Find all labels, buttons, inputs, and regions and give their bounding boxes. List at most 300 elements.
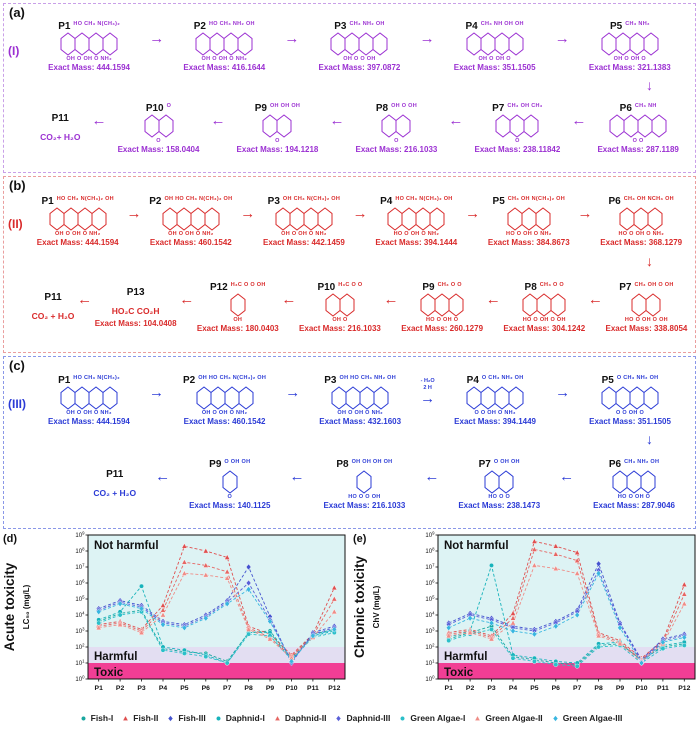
svg-text:104: $10^4$	[425, 610, 435, 619]
svg-text:102: $10^2$	[425, 642, 435, 651]
svg-text:Toxic: Toxic	[94, 667, 124, 679]
compound-id: P6	[608, 195, 621, 207]
ring-skeleton	[330, 32, 388, 56]
compound-id: P7	[478, 458, 491, 470]
svg-text:P6: P6	[201, 685, 210, 692]
substituents-bottom: O O OH O NH₂	[474, 409, 516, 416]
svg-text:108: $10^8$	[75, 546, 85, 555]
svg-text:102: $10^2$	[75, 642, 85, 651]
compound-id: P6	[619, 103, 632, 115]
exact-mass: Exact Mass: 216.1033	[323, 500, 406, 510]
legend-label: Green Algae-III	[562, 713, 623, 723]
compound-b-p6	[600, 196, 682, 247]
ring-skeleton	[601, 32, 659, 56]
legend-item-green-algae-ii	[472, 713, 542, 723]
substituents-top: OH HO CH₃ N(CH₃)₂ OH	[164, 195, 233, 202]
substituents-bottom: HO O OH O NH₂	[506, 230, 552, 237]
compound-id: P11	[51, 113, 69, 125]
substituents-bottom: O	[394, 138, 399, 145]
arrow-right-icon: →	[465, 204, 481, 222]
legend-label: Green Algae-I	[410, 713, 466, 723]
legend-marker-icon	[550, 714, 561, 723]
arrow-left-icon: ←	[448, 112, 464, 130]
substituents-top: O	[166, 103, 172, 110]
legend-item-green-algae-i	[397, 713, 465, 723]
compound-id: P2	[193, 20, 206, 32]
svg-text:P9: P9	[615, 685, 625, 692]
substituents-bottom: OH O	[332, 316, 348, 323]
substituents-top: OH HO CH₃ N(CH₃)₂ OH	[198, 374, 267, 381]
svg-text:100: $10^0$	[425, 674, 435, 683]
svg-text:104: $10^4$	[75, 610, 85, 619]
svg-text:P12: P12	[328, 685, 341, 692]
compound-c-p6	[593, 459, 675, 510]
legend-label: Daphnid-I	[225, 713, 265, 723]
exact-mass: Exact Mass: 368.1279	[600, 237, 683, 247]
substituents-top: CH₃ OH N(CH₃)₂ OH	[507, 195, 566, 202]
compound-id: P12	[209, 281, 228, 293]
svg-text:(d): (d)	[3, 533, 18, 545]
exact-mass: Exact Mass: 338.8054	[605, 323, 688, 333]
svg-text:P11: P11	[307, 685, 319, 692]
compound-id: P4	[466, 374, 479, 386]
arrow-right-icon: →	[149, 29, 165, 47]
arrow-right-icon: - H₂O 2 H →	[420, 377, 436, 408]
svg-text:Harmful: Harmful	[94, 651, 138, 663]
svg-text:106: $10^6$	[75, 578, 85, 587]
compound-a-p11	[40, 113, 80, 144]
substituents-bottom: OH O OH O NH₂	[54, 230, 101, 237]
ring-skeleton	[325, 293, 355, 317]
compound-b-p1	[37, 196, 119, 247]
ring-skeleton	[507, 207, 551, 231]
arrow-left-icon: ←	[587, 290, 603, 308]
compound-id: P2	[149, 195, 162, 207]
legend-marker-icon	[272, 714, 283, 723]
panel-letter-a: (a)	[9, 5, 25, 20]
ring-skeleton	[619, 207, 663, 231]
compound-id: P4	[380, 195, 393, 207]
substituents-top: H₃C O O OH	[230, 281, 266, 288]
arrow-down-icon: ↓	[646, 253, 653, 269]
arrow-left-icon: ←	[424, 467, 440, 485]
ring-skeleton	[420, 293, 464, 317]
substituents-top: CH₃ OH NCH₃ OH	[623, 195, 674, 202]
compound-b-p12	[197, 282, 279, 333]
svg-text:P10: P10	[285, 685, 298, 692]
arrow-right-icon: →	[554, 29, 570, 47]
compound-id: P8	[524, 281, 537, 293]
svg-text:103: $10^3$	[425, 626, 435, 635]
arrow-left-icon: ←	[179, 290, 195, 308]
arrow-right-icon: →	[126, 204, 142, 222]
pathway-panel-II	[3, 176, 696, 353]
compound-c-p8	[323, 459, 405, 510]
svg-text:P5: P5	[530, 685, 539, 692]
exact-mass: Exact Mass: 394.1444	[375, 237, 458, 247]
substituents-top: O OH OH	[493, 458, 520, 465]
substituents-top: CH₃ NH₂ OH	[624, 458, 660, 465]
pathway-b-row-2	[30, 264, 689, 350]
svg-text:P11: P11	[657, 685, 669, 692]
compound-b-p7	[606, 282, 688, 333]
ring-skeleton	[381, 114, 411, 138]
legend-label: Fish-III	[178, 713, 206, 723]
arrow-left-icon: ←	[281, 290, 297, 308]
exact-mass: Exact Mass: 416.1644	[183, 62, 266, 72]
arrow-down-icon: ↓	[646, 431, 653, 448]
compound-c-p3	[319, 375, 401, 426]
ring-skeleton	[631, 293, 661, 317]
substituents-top: CH₃ NH₂	[625, 20, 650, 27]
compound-id: P3	[334, 20, 347, 32]
substituents-top: CH₃ O O	[539, 281, 564, 288]
ring-skeleton	[162, 207, 220, 231]
exact-mass: Exact Mass: 158.0404	[117, 145, 200, 155]
compound-id: P1	[41, 195, 54, 207]
legend-label: Daphnid-III	[346, 713, 391, 723]
chart-chronic-toxicity	[350, 530, 700, 708]
substituents-top: O CH₃ NH₂ OH	[616, 374, 659, 381]
compound-a-p7	[474, 103, 560, 154]
exact-mass: Exact Mass: 432.1603	[319, 416, 402, 426]
substituents-top: HO CH₃ NH₂ OH	[208, 20, 255, 27]
exact-mass: Exact Mass: 444.1594	[36, 237, 119, 247]
compound-id: P10	[145, 103, 164, 115]
legend-label: Green Algae-II	[485, 713, 543, 723]
legend-marker-icon	[120, 714, 131, 723]
ring-skeleton	[60, 386, 118, 410]
exact-mass: Exact Mass: 140.1125	[189, 500, 271, 510]
compound-id: P7	[492, 103, 505, 115]
ring-skeleton	[275, 207, 333, 231]
svg-text:105: $10^5$	[425, 594, 435, 603]
substituents-bottom: O	[227, 493, 233, 500]
svg-text:LC₅₀ (mg/L): LC₅₀ (mg/L)	[22, 584, 31, 630]
substituents-top: OH OH OH	[269, 103, 301, 110]
svg-text:P3: P3	[487, 685, 496, 692]
legend-item-fish-iii	[165, 713, 205, 723]
compound-a-p5	[589, 21, 671, 72]
substituents-top: HO CH₃ N(CH₃)₂	[73, 374, 120, 381]
svg-text:100: $10^0$	[75, 674, 85, 683]
substituents-top: OH O OH	[391, 103, 418, 110]
compound-b-p2	[149, 196, 232, 247]
exact-mass: Exact Mass: 321.1383	[588, 62, 671, 72]
substituents-top: HO CH₃ N(CH₃)₂ OH	[395, 195, 453, 202]
ring-skeleton	[196, 386, 254, 410]
pathway-body-III	[30, 358, 689, 526]
exact-mass: Exact Mass: 180.0403	[196, 323, 279, 333]
pathway-c-row-1	[30, 358, 689, 442]
legend-item-fish-i	[78, 713, 114, 723]
ring-skeleton	[331, 386, 389, 410]
substituents-bottom: HO O OH O	[425, 316, 459, 323]
pathway-panel-I	[3, 3, 696, 173]
arrow-left-icon: ←	[77, 290, 93, 308]
compound-b-p8	[503, 282, 585, 333]
ring-skeleton	[49, 207, 107, 231]
arrow-left-icon: ←	[155, 467, 171, 485]
exact-mass: Exact Mass: 238.11842	[474, 145, 561, 155]
formula-text: CO₂ + H₂O	[93, 487, 137, 498]
svg-text:Not harmful: Not harmful	[444, 540, 509, 552]
substituents-bottom: OH O OH O	[613, 55, 647, 62]
svg-text:Chronic toxicity: Chronic toxicity	[352, 555, 367, 659]
svg-text:(e): (e)	[353, 533, 367, 545]
legend-marker-icon	[165, 714, 176, 723]
ring-skeleton	[466, 32, 524, 56]
ring-skeleton	[262, 114, 292, 138]
svg-text:103: $10^3$	[75, 626, 85, 635]
substituents-top: CH₃ NH	[634, 103, 657, 110]
svg-text:105: $10^5$	[75, 594, 85, 603]
compound-id: P1	[58, 374, 71, 386]
ring-skeleton	[466, 386, 524, 410]
substituents-bottom: OH O O OH	[343, 55, 376, 62]
svg-text:101: $10^1$	[425, 658, 435, 667]
exact-mass: Exact Mass: 287.1189	[597, 145, 679, 155]
svg-text:P8: P8	[594, 685, 603, 692]
chart-e-svg	[350, 530, 700, 707]
ring-skeleton	[60, 32, 118, 56]
panel-letter-b: (b)	[9, 178, 26, 193]
substituents-top: OH HO CH₃ NH₂ OH	[339, 374, 397, 381]
compound-b-p10	[299, 282, 381, 333]
pathway-panel-III	[3, 356, 696, 529]
substituents-bottom: O O	[632, 138, 644, 145]
substituents-bottom: OH O OH O NH₂	[201, 409, 248, 416]
ring-skeleton	[222, 470, 238, 494]
compound-c-p5	[589, 375, 671, 426]
substituents-top: CH₃ NH OH OH	[480, 20, 524, 27]
substituents-bottom: HO O OH O OH	[522, 316, 566, 323]
svg-text:101: $10^1$	[75, 658, 85, 667]
legend-label: Daphnid-II	[284, 713, 327, 723]
arrow-left-icon: ←	[91, 112, 107, 130]
compound-a-p6	[597, 103, 678, 154]
compound-a-p9	[237, 103, 319, 154]
pathway-c-row-2	[30, 442, 689, 526]
compound-a-p3	[319, 21, 401, 72]
svg-text:P4: P4	[508, 685, 518, 692]
pathway-number-III: (III)	[8, 397, 26, 411]
exact-mass: Exact Mass: 442.1459	[262, 237, 345, 247]
pathway-a-row-1	[30, 5, 689, 88]
substituents-bottom: HO O O OH	[348, 493, 381, 500]
compound-id: P1	[58, 20, 71, 32]
exact-mass: Exact Mass: 260.1279	[401, 323, 484, 333]
svg-text:P1: P1	[444, 685, 453, 692]
svg-text:Acute toxicity: Acute toxicity	[2, 562, 17, 652]
compound-c-p7	[458, 459, 540, 510]
compound-id: P5	[601, 374, 614, 386]
exact-mass: Exact Mass: 216.1033	[299, 323, 381, 333]
substituents-bottom: HO O OH O NH₂	[618, 230, 664, 237]
svg-text:P1: P1	[94, 685, 103, 692]
exact-mass: Exact Mass: 238.1473	[458, 500, 541, 510]
ring-skeleton	[230, 293, 246, 317]
substituents-bottom: OH O OH O NH₂	[201, 55, 248, 62]
legend-label: Fish-II	[133, 713, 159, 723]
substituents-bottom: HO O OH O	[617, 493, 651, 500]
compound-b-p4	[375, 196, 457, 247]
arrow-right-icon: →	[240, 204, 256, 222]
compound-id: P11	[106, 468, 124, 480]
compound-b-p5	[488, 196, 570, 247]
substituents-bottom: OH O OH O	[478, 55, 511, 62]
substituents-top: CH₃ OH CH₃	[507, 103, 543, 110]
svg-text:107: $10^7$	[75, 562, 85, 571]
exact-mass: Exact Mass: 384.8673	[487, 237, 570, 247]
svg-text:P6: P6	[551, 685, 560, 692]
arrow-right-icon: →	[577, 204, 593, 222]
ring-skeleton	[484, 470, 514, 494]
compound-b-p3	[263, 196, 345, 247]
compound-c-p9	[189, 459, 270, 510]
arrow-left-icon: ←	[210, 112, 226, 130]
substituents-bottom: HO O OH O OH	[624, 316, 668, 323]
exact-mass: Exact Mass: 394.1449	[454, 416, 537, 426]
ring-skeleton	[522, 293, 566, 317]
substituents-bottom: HO O O	[488, 493, 511, 500]
arrow-right-icon: →	[285, 383, 301, 401]
ring-skeleton	[609, 114, 667, 138]
svg-text:P4: P4	[158, 685, 168, 692]
compound-id: P5	[492, 195, 505, 207]
arrow-right-icon: →	[555, 383, 571, 401]
compound-a-p2	[183, 21, 265, 72]
exact-mass: Exact Mass: 460.1542	[149, 237, 232, 247]
exact-mass: Exact Mass: 351.1505	[453, 62, 536, 72]
compound-c-p1	[48, 375, 130, 426]
substituents-bottom: O O OH O	[615, 409, 645, 416]
exact-mass: Exact Mass: 104.0408	[94, 318, 177, 328]
legend-marker-icon	[333, 714, 344, 723]
svg-text:Not harmful: Not harmful	[94, 540, 159, 552]
substituents-top: CH₃ O O	[437, 281, 462, 288]
svg-text:P8: P8	[244, 685, 253, 692]
compound-b-p9	[401, 282, 483, 333]
substituents-bottom: OH O OH O NH₂	[337, 409, 383, 416]
svg-text:108: $10^8$	[425, 546, 435, 555]
substituents-bottom: OH O OH O NH₂	[281, 230, 327, 237]
legend-item-daphnid-i	[213, 713, 265, 723]
exact-mass: Exact Mass: 444.1594	[48, 62, 131, 72]
compound-id: P9	[422, 281, 435, 293]
compound-id: P5	[609, 20, 623, 32]
legend-label: Fish-I	[90, 713, 114, 723]
exact-mass: Exact Mass: 397.0872	[318, 62, 401, 72]
compound-a-p10	[118, 103, 200, 154]
exact-mass: Exact Mass: 287.9046	[593, 500, 675, 510]
svg-text:ChV (mg/L): ChV (mg/L)	[372, 585, 381, 629]
compound-c-p11	[93, 469, 136, 500]
substituents-top: H₃C O O	[338, 281, 363, 288]
arrow-right-icon: →	[148, 383, 164, 401]
svg-text:P3: P3	[137, 685, 146, 692]
svg-text:P7: P7	[573, 685, 582, 692]
compound-id: P3	[324, 374, 337, 386]
substituents-bottom: O	[156, 138, 161, 145]
exact-mass: Exact Mass: 460.1542	[183, 416, 266, 426]
substituents-bottom: OH O OH O NH₂	[66, 409, 112, 416]
panel-letter-c: (c)	[9, 358, 25, 373]
exact-mass: Exact Mass: 444.1594	[48, 416, 130, 426]
exact-mass: Exact Mass: 351.1505	[589, 416, 671, 426]
ring-skeleton	[144, 114, 174, 138]
compound-id: P8	[336, 458, 349, 470]
svg-text:Toxic: Toxic	[444, 667, 474, 679]
legend-item-green-algae-iii	[550, 713, 623, 723]
legend-item-daphnid-iii	[333, 713, 390, 723]
arrow-left-icon: ←	[329, 112, 345, 130]
compound-a-p4	[454, 21, 536, 72]
arrow-right-icon: →	[352, 204, 368, 222]
pathway-number-II: (II)	[8, 217, 23, 231]
compound-id: P8	[375, 103, 389, 115]
svg-text:106: $10^6$	[425, 578, 435, 587]
compound-c-p2	[183, 375, 266, 426]
compound-id: P6	[608, 458, 622, 470]
compound-id: P10	[317, 281, 336, 293]
arrow-right-icon: →	[284, 29, 300, 47]
chart-acute-toxicity	[0, 530, 350, 708]
compound-id: P11	[44, 291, 62, 303]
compound-a-p8	[356, 103, 438, 154]
svg-text:P5: P5	[180, 685, 189, 692]
svg-text:P7: P7	[223, 685, 232, 692]
compound-id: P3	[267, 195, 280, 207]
compound-b-p13	[95, 287, 177, 328]
svg-text:Harmful: Harmful	[444, 651, 488, 663]
legend-marker-icon	[78, 714, 89, 723]
compound-b-p11	[32, 292, 75, 323]
arrow-right-icon: →	[419, 29, 435, 47]
ring-skeleton	[612, 470, 656, 494]
substituents-bottom: HO O OH O NH₂	[393, 230, 440, 237]
substituents-top: CH₃ OH O OH	[634, 281, 674, 288]
substituents-top: OH CH₃ N(CH₃)₂ OH	[282, 195, 341, 202]
substituents-bottom: OH O OH O NH₂	[66, 55, 112, 62]
legend-marker-icon	[213, 714, 224, 723]
chart-legend	[0, 708, 700, 728]
compound-c-p4	[454, 375, 536, 426]
formula-text: CO₂+ H₂O	[40, 132, 81, 143]
ring-skeleton	[601, 386, 659, 410]
svg-text:109: $10^9$	[425, 530, 435, 539]
svg-text:107: $10^7$	[425, 562, 435, 571]
legend-item-fish-ii	[120, 713, 158, 723]
arrow-left-icon: ←	[485, 290, 501, 308]
substituents-bottom: OH	[233, 316, 243, 323]
arrow-left-icon: ←	[289, 467, 305, 485]
substituents-top: HO CH₃ N(CH₃)₂	[73, 20, 120, 27]
svg-text:109: $10^9$	[75, 530, 85, 539]
substituents-top: HO CH₃ N(CH₃)₂ OH	[56, 195, 114, 202]
compound-a-p1	[48, 21, 130, 72]
compound-id: P7	[619, 281, 632, 293]
svg-text:P9: P9	[265, 685, 275, 692]
chart-d-svg	[0, 530, 350, 707]
svg-text:P12: P12	[678, 685, 691, 692]
svg-text:P2: P2	[465, 685, 475, 692]
compound-id: P9	[209, 458, 222, 470]
exact-mass: Exact Mass: 216.1033	[355, 145, 438, 155]
pathway-number-I: (I)	[8, 44, 20, 58]
ring-skeleton	[356, 470, 372, 494]
substituents-top: CH₃ NH₂ OH	[349, 20, 385, 27]
